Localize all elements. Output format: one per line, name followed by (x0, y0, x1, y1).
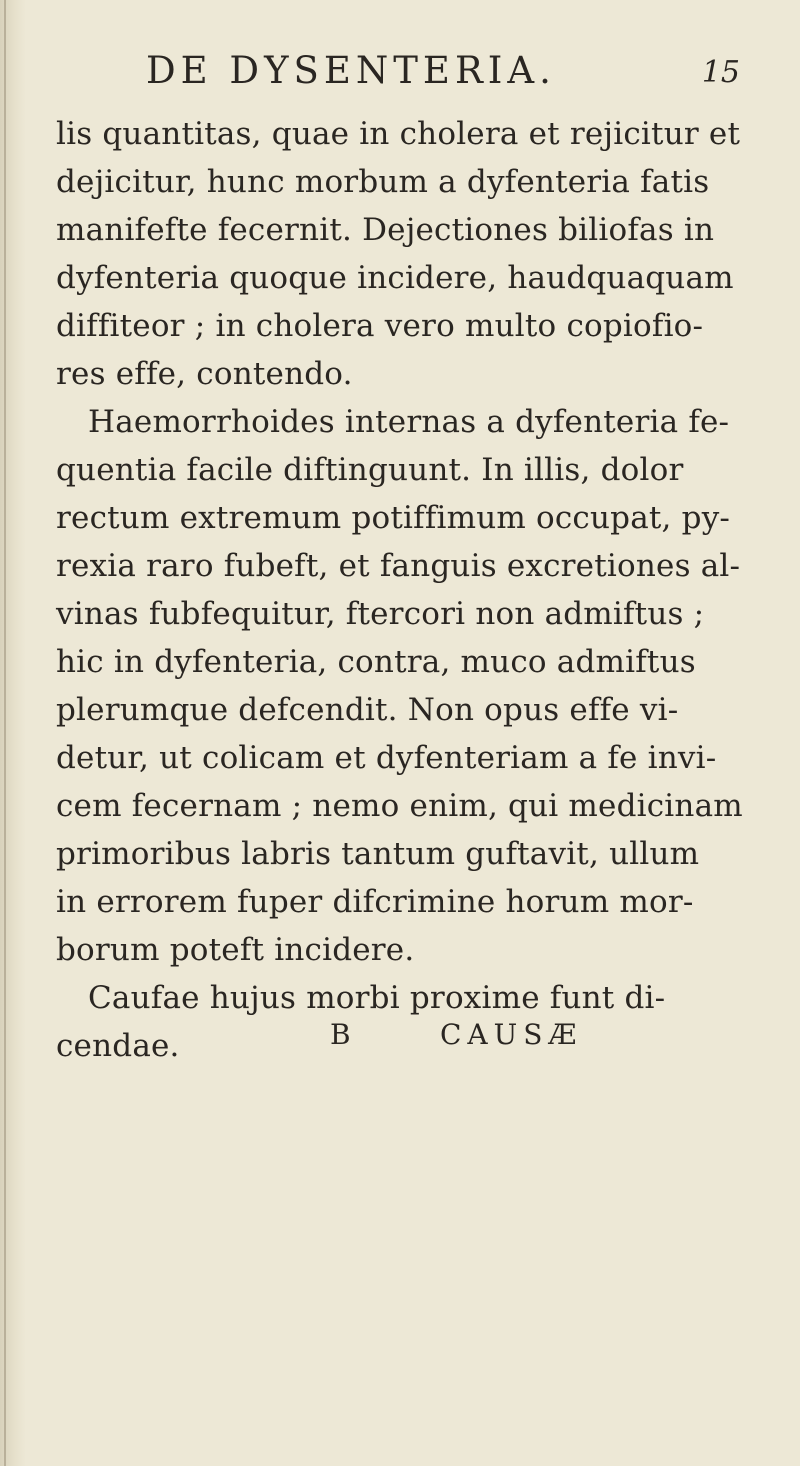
text-line: dejicitur, hunc morbum a dyfenteria fatis (56, 164, 710, 200)
page-footer (300, 1010, 740, 1060)
running-head (100, 46, 740, 96)
text-line: borum poteft incidere. (56, 932, 415, 968)
running-title: DE DYSENTERIA. (146, 49, 556, 92)
text-line: quentia facile diftinguunt. In illis, dolor (56, 452, 684, 488)
text-line: in errorem fuper difcrimine horum mor- (56, 884, 694, 920)
text-line: primoribus labris tantum guftavit, ullum (56, 836, 700, 872)
text-line: detur, ut colicam et dyfenteriam a fe invi- (56, 740, 717, 776)
text-line: hic in dyfenteria, contra, muco admiftus (56, 644, 696, 680)
paragraph-start-line: Caufae hujus morbi proxime funt di- (88, 980, 666, 1016)
text-line: lis quantitas, quae in cholera et rejicitur et (56, 116, 741, 152)
text-line: cendae. (56, 1028, 180, 1064)
signature-mark: B (330, 1018, 351, 1051)
text-line: cem fecernam ; nemo enim, qui medicinam (56, 788, 743, 824)
text-line: rexia raro fubeft, et fanguis excretiones al- (56, 548, 741, 584)
body-text (56, 110, 756, 1070)
page-number: 15 (701, 55, 740, 90)
text-line: plerumque defcendit. Non opus effe vi- (56, 692, 679, 728)
text-line: manifefte fecernit. Dejectiones biliofas in (56, 212, 715, 248)
text-line: diffiteor ; in cholera vero multo copiofio- (56, 308, 704, 344)
catchword: CAUSÆ (440, 1018, 583, 1051)
text-line: dyfenteria quoque incidere, haudquaquam (56, 260, 734, 296)
binding-edge (4, 0, 6, 1466)
text-line: res effe, contendo. (56, 356, 353, 392)
paragraph-start-line: Haemorrhoides internas a dyfenteria fe- (88, 404, 730, 440)
text-line: vinas fubfequitur, ftercori non admiftus ; (56, 596, 705, 632)
text-line: rectum extremum potiffimum occupat, py- (56, 500, 731, 536)
page-gutter-shadow (0, 0, 26, 1466)
